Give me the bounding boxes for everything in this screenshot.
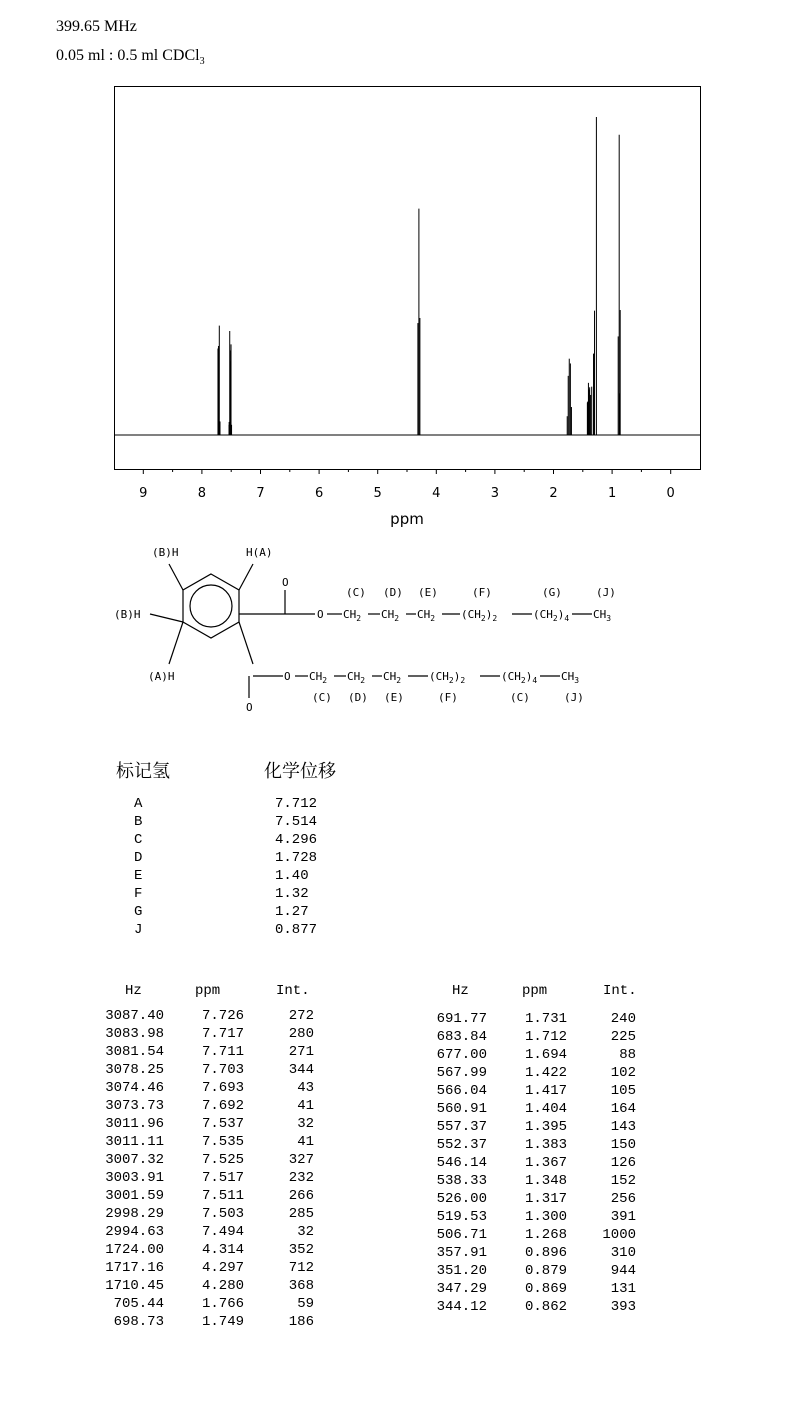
peak-int: 393 bbox=[610, 1299, 636, 1315]
peak-ppm: 4.297 bbox=[201, 1260, 244, 1276]
peak-int: 105 bbox=[610, 1083, 636, 1099]
peak-table-header-int: Int. bbox=[276, 983, 310, 999]
peak-hz: 344.12 bbox=[436, 1299, 487, 1315]
peak-hz: 546.14 bbox=[436, 1155, 487, 1171]
peak-int: 285 bbox=[288, 1206, 314, 1222]
assignment-label: D bbox=[134, 850, 143, 866]
peak-int: 32 bbox=[297, 1116, 314, 1132]
chain-group-ch2: $CH_2$ bbox=[381, 608, 400, 623]
ring-label-a-top: H(A) bbox=[246, 546, 273, 559]
peak-hz: 526.00 bbox=[436, 1191, 487, 1207]
chain-bottom-labels bbox=[312, 691, 584, 704]
assignment-label: A bbox=[134, 796, 143, 812]
peak-hz: 1710.45 bbox=[105, 1278, 164, 1294]
chain-bottom-groups bbox=[309, 670, 579, 685]
peak-hz: 347.29 bbox=[436, 1281, 487, 1297]
peak-ppm: 1.395 bbox=[524, 1119, 567, 1135]
peak-ppm: 1.367 bbox=[524, 1155, 567, 1171]
peak-int: 150 bbox=[610, 1137, 636, 1153]
peak-int: 368 bbox=[288, 1278, 314, 1294]
peak-int: 32 bbox=[297, 1224, 314, 1240]
peak-int: 280 bbox=[288, 1026, 314, 1042]
peak-ppm: 7.517 bbox=[201, 1170, 244, 1186]
peak-hz: 519.53 bbox=[436, 1209, 487, 1225]
peak-int: 712 bbox=[288, 1260, 314, 1276]
peak-ppm: 7.535 bbox=[201, 1134, 244, 1150]
x-axis-label: ppm bbox=[390, 510, 424, 528]
chain-label-j: (J) bbox=[564, 691, 584, 704]
x-tick-label: 8 bbox=[197, 486, 207, 501]
peak-int: 391 bbox=[610, 1209, 636, 1225]
peak-hz: 3078.25 bbox=[105, 1062, 164, 1078]
carbonyl-oxygen-top: O bbox=[282, 576, 289, 589]
peak-hz: 557.37 bbox=[436, 1119, 487, 1135]
chain-group-ch2-2: $(CH_2)_2$ bbox=[429, 670, 466, 685]
peak-int: 164 bbox=[610, 1101, 636, 1117]
assignment-header-shift: 化学位移 bbox=[264, 761, 336, 782]
peak-int: 256 bbox=[610, 1191, 636, 1207]
peak-hz: 3001.59 bbox=[105, 1188, 164, 1204]
ester-oxygen-top: O bbox=[317, 608, 324, 621]
peak-hz: 3003.91 bbox=[105, 1170, 164, 1186]
peak-ppm: 1.317 bbox=[524, 1191, 567, 1207]
peak-int: 41 bbox=[297, 1098, 314, 1114]
assignment-label: B bbox=[134, 814, 143, 830]
chain-label-c: (C) bbox=[312, 691, 332, 704]
peak-int: 310 bbox=[610, 1245, 636, 1261]
assignment-header-label: 标记氢 bbox=[116, 761, 170, 782]
peak-hz: 683.84 bbox=[436, 1029, 487, 1045]
chain-label-c2: (C) bbox=[510, 691, 530, 704]
peak-hz: 3087.40 bbox=[105, 1008, 164, 1024]
chain-label-f: (F) bbox=[472, 586, 492, 599]
carbonyl-oxygen-bottom: O bbox=[246, 701, 253, 714]
chain-label-e: (E) bbox=[384, 691, 404, 704]
peak-int: 126 bbox=[610, 1155, 636, 1171]
peak-int: 266 bbox=[288, 1188, 314, 1204]
chain-group-ch2: $CH_2$ bbox=[309, 670, 328, 685]
peak-int: 225 bbox=[610, 1029, 636, 1045]
peak-table-header-hz: Hz bbox=[452, 983, 469, 999]
peak-ppm: 0.862 bbox=[524, 1299, 567, 1315]
peak-hz: 560.91 bbox=[436, 1101, 487, 1117]
peak-table-header-ppm: ppm bbox=[522, 983, 548, 999]
x-axis-ticks bbox=[139, 469, 675, 501]
peak-ppm: 7.711 bbox=[201, 1044, 244, 1060]
x-tick-label: 6 bbox=[314, 486, 324, 501]
peak-ppm: 7.503 bbox=[201, 1206, 244, 1222]
peak-ppm: 1.712 bbox=[524, 1029, 567, 1045]
peak-hz: 677.00 bbox=[436, 1047, 487, 1063]
assignment-shift: 0.877 bbox=[275, 922, 318, 938]
peak-ppm: 0.896 bbox=[524, 1245, 567, 1261]
peak-int: 152 bbox=[610, 1173, 636, 1189]
peak-ppm: 7.494 bbox=[201, 1224, 244, 1240]
assignment-shift: 1.27 bbox=[275, 904, 309, 920]
peak-ppm: 4.280 bbox=[201, 1278, 244, 1294]
peak-int: 143 bbox=[610, 1119, 636, 1135]
peak-hz: 2998.29 bbox=[105, 1206, 164, 1222]
x-tick-label: 7 bbox=[256, 486, 265, 501]
peak-ppm: 1.383 bbox=[524, 1137, 567, 1153]
peak-lines bbox=[218, 117, 620, 435]
peak-ppm: 1.422 bbox=[524, 1065, 567, 1081]
chain-top-groups bbox=[343, 608, 611, 623]
peak-hz: 351.20 bbox=[436, 1263, 487, 1279]
peak-hz: 1717.16 bbox=[105, 1260, 164, 1276]
peak-ppm: 4.314 bbox=[201, 1242, 244, 1258]
peak-ppm: 1.766 bbox=[201, 1296, 244, 1312]
chain-label-c: (C) bbox=[346, 586, 366, 599]
ring-label-b-left: (B)H bbox=[114, 608, 141, 621]
peak-ppm: 1.694 bbox=[524, 1047, 567, 1063]
peak-ppm: 1.300 bbox=[524, 1209, 567, 1225]
peak-table-header-hz: Hz bbox=[125, 983, 142, 999]
peak-ppm: 7.726 bbox=[201, 1008, 244, 1024]
peak-hz: 1724.00 bbox=[105, 1242, 164, 1258]
chain-label-j: (J) bbox=[596, 586, 616, 599]
x-tick-label: 4 bbox=[432, 486, 441, 501]
peak-hz: 705.44 bbox=[113, 1296, 164, 1312]
ring-label-a-bottom: (A)H bbox=[148, 670, 175, 683]
assignment-label: F bbox=[134, 886, 143, 902]
chain-group-ch2-4: $(CH_2)_4$ bbox=[501, 670, 538, 685]
chain-group-ch3: $CH_3$ bbox=[561, 670, 580, 685]
peak-int: 240 bbox=[610, 1011, 636, 1027]
peak-ppm: 7.692 bbox=[201, 1098, 244, 1114]
peak-int: 344 bbox=[288, 1062, 314, 1078]
peak-ppm: 1.749 bbox=[201, 1314, 244, 1330]
chain-label-e: (E) bbox=[418, 586, 438, 599]
peak-ppm: 1.268 bbox=[524, 1227, 567, 1243]
x-tick-label: 9 bbox=[139, 486, 148, 501]
peak-ppm: 7.511 bbox=[201, 1188, 244, 1204]
peak-ppm: 0.869 bbox=[524, 1281, 567, 1297]
solvent-subscript: 3 bbox=[199, 56, 205, 68]
peak-hz: 506.71 bbox=[436, 1227, 487, 1243]
assignment-label: G bbox=[134, 904, 143, 920]
peak-ppm: 7.717 bbox=[201, 1026, 244, 1042]
ring-label-b-top: (B)H bbox=[152, 546, 179, 559]
assignment-shift: 1.728 bbox=[275, 850, 318, 866]
assignment-label: C bbox=[134, 832, 143, 848]
peak-int: 944 bbox=[610, 1263, 636, 1279]
chain-group-ch2: $CH_2$ bbox=[383, 670, 402, 685]
assignment-shift: 1.32 bbox=[275, 886, 309, 902]
chain-label-g: (G) bbox=[542, 586, 562, 599]
peak-hz: 552.37 bbox=[436, 1137, 487, 1153]
peak-ppm: 0.879 bbox=[524, 1263, 567, 1279]
peak-int: 272 bbox=[288, 1008, 314, 1024]
chain-group-ch2: $CH_2$ bbox=[343, 608, 362, 623]
assignment-shift: 7.514 bbox=[275, 814, 318, 830]
peak-hz: 567.99 bbox=[436, 1065, 487, 1081]
peak-hz: 698.73 bbox=[113, 1314, 164, 1330]
assignment-label: J bbox=[134, 922, 143, 938]
peak-ppm: 7.703 bbox=[201, 1062, 244, 1078]
molecular-structure bbox=[0, 540, 794, 720]
solvent-text: 0.05 ml : 0.5 ml CDCl bbox=[56, 47, 200, 64]
chain-label-d: (D) bbox=[383, 586, 403, 599]
peak-ppm: 7.525 bbox=[201, 1152, 244, 1168]
peak-int: 59 bbox=[297, 1296, 314, 1312]
chain-group-ch2-2: $(CH_2)_2$ bbox=[461, 608, 498, 623]
peak-hz: 566.04 bbox=[436, 1083, 487, 1099]
peak-int: 41 bbox=[297, 1134, 314, 1150]
chain-top-labels bbox=[346, 586, 616, 599]
peak-ppm: 1.731 bbox=[524, 1011, 567, 1027]
chain-group-ch2: $CH_2$ bbox=[417, 608, 436, 623]
chain-group-ch2-4: $(CH_2)_4$ bbox=[533, 608, 570, 623]
assignment-shift: 7.712 bbox=[275, 796, 318, 812]
x-tick-label: 5 bbox=[373, 486, 382, 501]
plot-frame bbox=[115, 87, 701, 470]
x-tick-label: 1 bbox=[607, 486, 617, 501]
peak-ppm: 7.693 bbox=[201, 1080, 244, 1096]
peak-hz: 691.77 bbox=[436, 1011, 487, 1027]
peak-int: 232 bbox=[288, 1170, 314, 1186]
peak-ppm: 7.537 bbox=[201, 1116, 244, 1132]
ester-oxygen-bottom: O bbox=[284, 670, 291, 683]
x-tick-label: 3 bbox=[490, 486, 500, 501]
peak-hz: 3011.11 bbox=[105, 1134, 164, 1150]
chain-label-d: (D) bbox=[348, 691, 368, 704]
peak-int: 131 bbox=[610, 1281, 636, 1297]
peak-int: 88 bbox=[619, 1047, 636, 1063]
peak-hz: 357.91 bbox=[436, 1245, 487, 1261]
peak-hz: 3081.54 bbox=[105, 1044, 164, 1060]
chain-label-f: (F) bbox=[438, 691, 458, 704]
peak-int: 43 bbox=[297, 1080, 314, 1096]
peak-hz: 3074.46 bbox=[105, 1080, 164, 1096]
peak-hz: 3011.96 bbox=[105, 1116, 164, 1132]
nmr-spectrum-chart bbox=[0, 80, 794, 540]
peak-int: 352 bbox=[288, 1242, 314, 1258]
peak-hz: 3073.73 bbox=[105, 1098, 164, 1114]
x-tick-label: 2 bbox=[549, 486, 558, 501]
assignment-shift: 4.296 bbox=[275, 832, 318, 848]
assignment-label: E bbox=[134, 868, 143, 884]
peak-hz: 2994.63 bbox=[105, 1224, 164, 1240]
peak-hz: 3083.98 bbox=[105, 1026, 164, 1042]
peak-int: 1000 bbox=[602, 1227, 636, 1243]
peak-table-header-int: Int. bbox=[603, 983, 637, 999]
peak-ppm: 1.348 bbox=[524, 1173, 567, 1189]
peak-int: 102 bbox=[610, 1065, 636, 1081]
chain-group-ch2: $CH_2$ bbox=[347, 670, 366, 685]
chain-group-ch3: $CH_3$ bbox=[593, 608, 612, 623]
peak-hz: 3007.32 bbox=[105, 1152, 164, 1168]
peak-table-header-ppm: ppm bbox=[195, 983, 221, 999]
assignment-shift: 1.40 bbox=[275, 868, 309, 884]
peak-ppm: 1.417 bbox=[524, 1083, 567, 1099]
peak-int: 186 bbox=[288, 1314, 314, 1330]
solvent-ratio bbox=[56, 47, 205, 67]
spectrometer-frequency: 399.65 MHz bbox=[56, 18, 137, 35]
peak-ppm: 1.404 bbox=[524, 1101, 567, 1117]
x-tick-label: 0 bbox=[666, 486, 675, 501]
peak-hz: 538.33 bbox=[436, 1173, 487, 1189]
peak-int: 271 bbox=[288, 1044, 314, 1060]
peak-int: 327 bbox=[288, 1152, 314, 1168]
